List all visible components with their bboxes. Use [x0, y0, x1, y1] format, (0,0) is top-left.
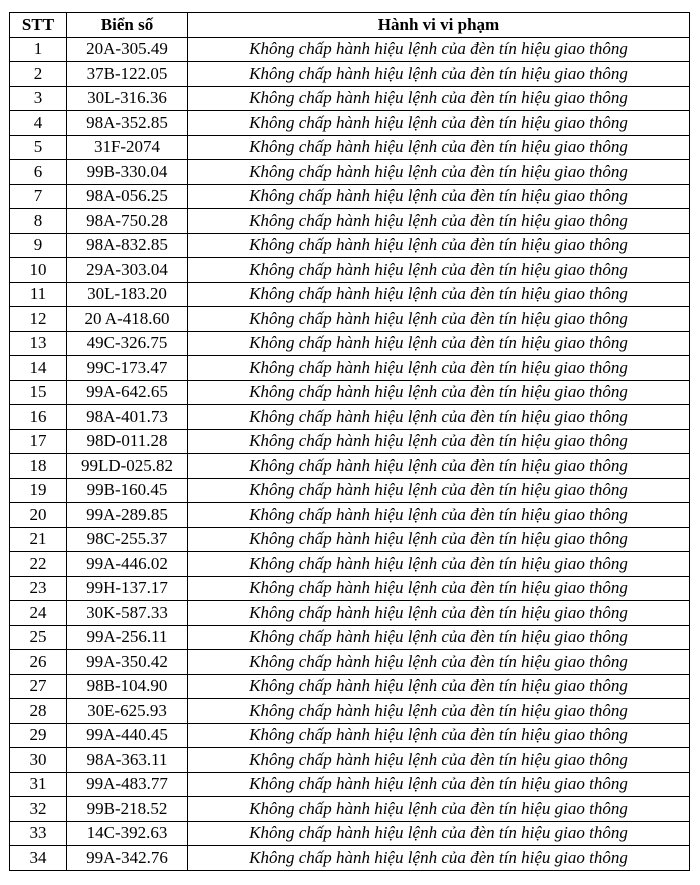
table-row [10, 405, 690, 430]
stt-cell: 18 [10, 454, 67, 479]
stt-cell: 2 [10, 62, 67, 87]
stt-cell: 25 [10, 625, 67, 650]
violation-cell: Không chấp hành hiệu lệnh của đèn tín hiệu giao thông [188, 356, 690, 381]
table-row [10, 772, 690, 797]
violation-cell: Không chấp hành hiệu lệnh của đèn tín hiệu giao thông [188, 37, 690, 62]
violation-cell: Không chấp hành hiệu lệnh của đèn tín hiệu giao thông [188, 307, 690, 332]
stt-cell: 12 [10, 307, 67, 332]
violation-cell: Không chấp hành hiệu lệnh của đèn tín hiệu giao thông [188, 209, 690, 234]
violations-table [9, 12, 690, 871]
header-stt: STT [10, 13, 67, 38]
stt-cell: 32 [10, 797, 67, 822]
violation-cell: Không chấp hành hiệu lệnh của đèn tín hiệu giao thông [188, 478, 690, 503]
stt-cell: 1 [10, 37, 67, 62]
violation-cell: Không chấp hành hiệu lệnh của đèn tín hiệu giao thông [188, 503, 690, 528]
stt-cell: 21 [10, 527, 67, 552]
table-row [10, 478, 690, 503]
table-row [10, 160, 690, 185]
stt-cell: 16 [10, 405, 67, 430]
plate-cell: 98A-363.11 [67, 748, 188, 773]
plate-cell: 98A-056.25 [67, 184, 188, 209]
stt-cell: 3 [10, 86, 67, 111]
violation-cell: Không chấp hành hiệu lệnh của đèn tín hiệu giao thông [188, 772, 690, 797]
violation-cell: Không chấp hành hiệu lệnh của đèn tín hiệu giao thông [188, 552, 690, 577]
table-row [10, 233, 690, 258]
plate-cell: 30L-316.36 [67, 86, 188, 111]
stt-cell: 30 [10, 748, 67, 773]
plate-cell: 98A-750.28 [67, 209, 188, 234]
table-row [10, 356, 690, 381]
plate-cell: 49C-326.75 [67, 331, 188, 356]
table-row [10, 258, 690, 283]
table-row [10, 846, 690, 871]
plate-cell: 99A-642.65 [67, 380, 188, 405]
violation-cell: Không chấp hành hiệu lệnh của đèn tín hiệu giao thông [188, 86, 690, 111]
plate-cell: 99A-342.76 [67, 846, 188, 871]
table-row [10, 331, 690, 356]
plate-cell: 98C-255.37 [67, 527, 188, 552]
violation-cell: Không chấp hành hiệu lệnh của đèn tín hiệu giao thông [188, 821, 690, 846]
table-row [10, 37, 690, 62]
plate-cell: 99LD-025.82 [67, 454, 188, 479]
table-row [10, 748, 690, 773]
plate-cell: 99A-483.77 [67, 772, 188, 797]
stt-cell: 8 [10, 209, 67, 234]
stt-cell: 4 [10, 111, 67, 136]
stt-cell: 10 [10, 258, 67, 283]
table-row [10, 282, 690, 307]
table-row [10, 699, 690, 724]
violation-cell: Không chấp hành hiệu lệnh của đèn tín hiệu giao thông [188, 160, 690, 185]
table-row [10, 307, 690, 332]
table-row [10, 576, 690, 601]
table-row [10, 429, 690, 454]
plate-cell: 20A-305.49 [67, 37, 188, 62]
stt-cell: 19 [10, 478, 67, 503]
plate-cell: 31F-2074 [67, 135, 188, 160]
stt-cell: 7 [10, 184, 67, 209]
table-row [10, 209, 690, 234]
plate-cell: 98A-352.85 [67, 111, 188, 136]
violation-cell: Không chấp hành hiệu lệnh của đèn tín hiệu giao thông [188, 650, 690, 675]
table-row [10, 135, 690, 160]
stt-cell: 5 [10, 135, 67, 160]
plate-cell: 99B-218.52 [67, 797, 188, 822]
plate-cell: 99A-289.85 [67, 503, 188, 528]
stt-cell: 15 [10, 380, 67, 405]
violation-cell: Không chấp hành hiệu lệnh của đèn tín hiệu giao thông [188, 405, 690, 430]
table-row [10, 674, 690, 699]
stt-cell: 34 [10, 846, 67, 871]
violation-cell: Không chấp hành hiệu lệnh của đèn tín hiệu giao thông [188, 233, 690, 258]
violation-cell: Không chấp hành hiệu lệnh của đèn tín hiệu giao thông [188, 282, 690, 307]
plate-cell: 99C-173.47 [67, 356, 188, 381]
stt-cell: 6 [10, 160, 67, 185]
table-row [10, 380, 690, 405]
table-row [10, 454, 690, 479]
stt-cell: 24 [10, 601, 67, 626]
table-row [10, 650, 690, 675]
table-row [10, 601, 690, 626]
violation-cell: Không chấp hành hiệu lệnh của đèn tín hiệu giao thông [188, 699, 690, 724]
plate-cell: 99A-350.42 [67, 650, 188, 675]
plate-cell: 20 A-418.60 [67, 307, 188, 332]
plate-cell: 29A-303.04 [67, 258, 188, 283]
violation-cell: Không chấp hành hiệu lệnh của đèn tín hiệu giao thông [188, 576, 690, 601]
plate-cell: 98D-011.28 [67, 429, 188, 454]
plate-cell: 99B-160.45 [67, 478, 188, 503]
plate-cell: 98A-401.73 [67, 405, 188, 430]
plate-cell: 30K-587.33 [67, 601, 188, 626]
stt-cell: 17 [10, 429, 67, 454]
table-header [10, 13, 690, 38]
plate-cell: 99A-440.45 [67, 723, 188, 748]
table-row [10, 625, 690, 650]
stt-cell: 14 [10, 356, 67, 381]
plate-cell: 99A-446.02 [67, 552, 188, 577]
stt-cell: 27 [10, 674, 67, 699]
stt-cell: 20 [10, 503, 67, 528]
violation-cell: Không chấp hành hiệu lệnh của đèn tín hiệu giao thông [188, 429, 690, 454]
table-row [10, 797, 690, 822]
stt-cell: 11 [10, 282, 67, 307]
violation-cell: Không chấp hành hiệu lệnh của đèn tín hiệu giao thông [188, 846, 690, 871]
table-row [10, 62, 690, 87]
violation-cell: Không chấp hành hiệu lệnh của đèn tín hiệu giao thông [188, 62, 690, 87]
violation-cell: Không chấp hành hiệu lệnh của đèn tín hiệu giao thông [188, 258, 690, 283]
stt-cell: 33 [10, 821, 67, 846]
stt-cell: 13 [10, 331, 67, 356]
table-row [10, 821, 690, 846]
table-row [10, 86, 690, 111]
plate-cell: 99B-330.04 [67, 160, 188, 185]
header-violation: Hành vi vi phạm [188, 13, 690, 38]
table-row [10, 184, 690, 209]
header-plate: Biển số [67, 13, 188, 38]
violation-cell: Không chấp hành hiệu lệnh của đèn tín hiệu giao thông [188, 331, 690, 356]
stt-cell: 26 [10, 650, 67, 675]
violation-cell: Không chấp hành hiệu lệnh của đèn tín hiệu giao thông [188, 380, 690, 405]
violation-cell: Không chấp hành hiệu lệnh của đèn tín hiệu giao thông [188, 723, 690, 748]
plate-cell: 99H-137.17 [67, 576, 188, 601]
violation-cell: Không chấp hành hiệu lệnh của đèn tín hiệu giao thông [188, 601, 690, 626]
stt-cell: 31 [10, 772, 67, 797]
stt-cell: 23 [10, 576, 67, 601]
table-row [10, 111, 690, 136]
violation-cell: Không chấp hành hiệu lệnh của đèn tín hiệu giao thông [188, 135, 690, 160]
plate-cell: 98B-104.90 [67, 674, 188, 699]
violation-cell: Không chấp hành hiệu lệnh của đèn tín hiệu giao thông [188, 111, 690, 136]
violation-cell: Không chấp hành hiệu lệnh của đèn tín hiệu giao thông [188, 625, 690, 650]
stt-cell: 28 [10, 699, 67, 724]
table-row [10, 527, 690, 552]
violation-cell: Không chấp hành hiệu lệnh của đèn tín hiệu giao thông [188, 454, 690, 479]
plate-cell: 99A-256.11 [67, 625, 188, 650]
table-row [10, 723, 690, 748]
plate-cell: 98A-832.85 [67, 233, 188, 258]
plate-cell: 30E-625.93 [67, 699, 188, 724]
table-row [10, 503, 690, 528]
header-row [10, 13, 690, 38]
stt-cell: 9 [10, 233, 67, 258]
violation-cell: Không chấp hành hiệu lệnh của đèn tín hiệu giao thông [188, 748, 690, 773]
plate-cell: 30L-183.20 [67, 282, 188, 307]
table-body [10, 37, 690, 870]
table-row [10, 552, 690, 577]
violation-cell: Không chấp hành hiệu lệnh của đèn tín hiệu giao thông [188, 674, 690, 699]
violation-cell: Không chấp hành hiệu lệnh của đèn tín hiệu giao thông [188, 184, 690, 209]
stt-cell: 29 [10, 723, 67, 748]
stt-cell: 22 [10, 552, 67, 577]
plate-cell: 14C-392.63 [67, 821, 188, 846]
plate-cell: 37B-122.05 [67, 62, 188, 87]
violation-cell: Không chấp hành hiệu lệnh của đèn tín hiệu giao thông [188, 527, 690, 552]
violation-cell: Không chấp hành hiệu lệnh của đèn tín hiệu giao thông [188, 797, 690, 822]
